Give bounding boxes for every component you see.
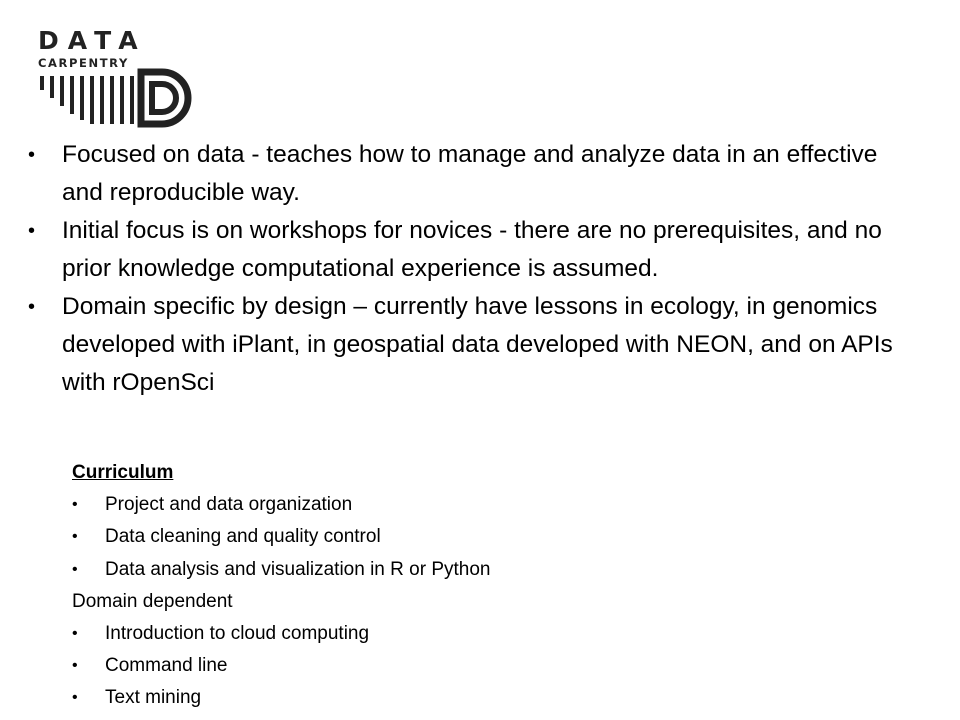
- main-bullet-item: [28, 212, 908, 288]
- domain-dependent-label: Domain dependent: [72, 590, 233, 612]
- main-bullet-text: Initial focus is on workshops for novices - there are no prerequisites, and no prior knowledge computational experience is assumed.: [62, 217, 882, 282]
- bullet-icon: •: [72, 625, 78, 643]
- logo-title: DATA: [38, 26, 147, 55]
- curriculum-heading: Curriculum: [72, 462, 174, 483]
- data-carpentry-logo: [38, 28, 194, 128]
- bullet-icon: •: [72, 657, 78, 675]
- bullet-icon: •: [28, 144, 36, 166]
- curriculum-item-text: Command line: [105, 655, 228, 677]
- curriculum-item-text: Introduction to cloud computing: [105, 623, 370, 645]
- curriculum-item: [72, 650, 772, 682]
- bullet-icon: •: [72, 528, 78, 546]
- main-bullet-text: Focused on data - teaches how to manage and analyze data in an effective and reproducible way.: [62, 141, 878, 206]
- curriculum-item-text: Text mining: [105, 687, 202, 709]
- main-bullet-text: Domain specific by design – currently have lessons in ecology, in genomics developed with iPlant, in geospatial data developed with NEON, and on APIs with rOpenSci: [62, 293, 893, 396]
- curriculum-item: [72, 554, 772, 586]
- core-curriculum-list: [72, 489, 772, 586]
- logo-barcode-d-icon: [38, 28, 194, 128]
- curriculum-item-text: Data analysis and visualization in R or Python: [105, 558, 491, 580]
- bullet-icon: •: [72, 689, 78, 707]
- bullet-icon: •: [28, 296, 36, 318]
- curriculum-section: [72, 457, 772, 715]
- curriculum-item: [72, 682, 772, 714]
- logo-subtitle: CARPENTRY: [38, 56, 129, 70]
- bullet-icon: •: [28, 220, 36, 242]
- curriculum-item-text: Project and data organization: [105, 494, 353, 516]
- bullet-icon: •: [72, 496, 78, 514]
- bullet-icon: •: [72, 560, 78, 578]
- main-bullet-list: [28, 136, 908, 402]
- main-bullet-item: [28, 136, 908, 212]
- curriculum-item: [72, 489, 772, 521]
- curriculum-item-text: Data cleaning and quality control: [105, 526, 381, 548]
- curriculum-item: [72, 618, 772, 650]
- curriculum-item: [72, 521, 772, 553]
- main-bullet-item: [28, 288, 908, 402]
- domain-curriculum-list: [72, 618, 772, 715]
